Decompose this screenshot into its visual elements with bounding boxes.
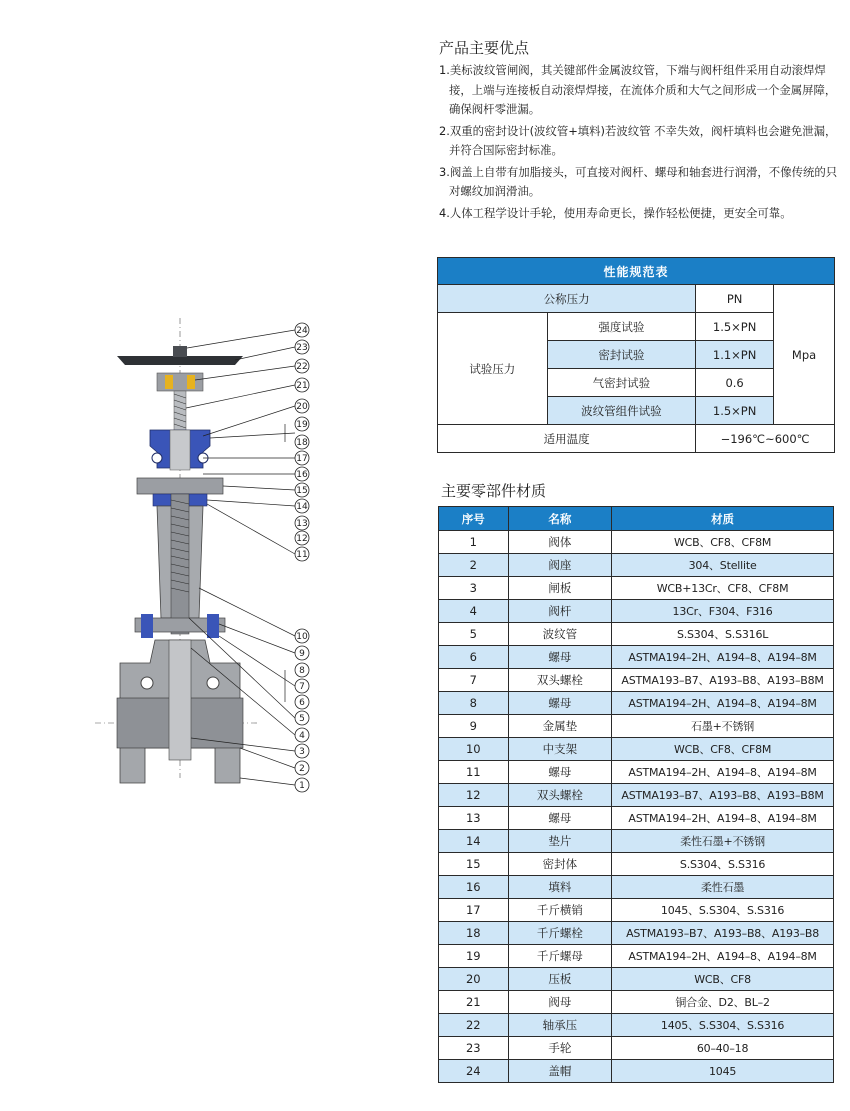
- table-row: [439, 945, 834, 968]
- bearing-left: [165, 375, 173, 389]
- callout-number: 16: [296, 470, 308, 481]
- row-number: 2: [439, 554, 509, 577]
- spec-table-title: 性能规范表: [438, 258, 835, 285]
- bellows: [171, 494, 189, 634]
- callout-number: 3: [299, 747, 305, 758]
- table-row: [439, 1060, 834, 1083]
- part-name: 螺母: [508, 692, 612, 715]
- table-row: [439, 600, 834, 623]
- part-name: 中支架: [508, 738, 612, 761]
- column-header-name: 名称: [508, 507, 612, 531]
- callout-number: 7: [299, 682, 305, 693]
- row-number: 11: [439, 761, 509, 784]
- part-name: 手轮: [508, 1037, 612, 1060]
- bearing-right: [187, 375, 195, 389]
- part-name: 螺母: [508, 646, 612, 669]
- table-row: [439, 1037, 834, 1060]
- part-name: 阀杆: [508, 600, 612, 623]
- advantages-title: 产品主要优点: [439, 39, 530, 57]
- materials-table: [438, 506, 834, 1083]
- pressure-unit: Mpa: [774, 285, 835, 425]
- column-header-material: 材质: [612, 507, 834, 531]
- part-name: 盖帽: [508, 1060, 612, 1083]
- row-number: 22: [439, 1014, 509, 1037]
- body-hole-left: [141, 677, 153, 689]
- table-row: [439, 784, 834, 807]
- table-row: [439, 1014, 834, 1037]
- part-name: 阀座: [508, 554, 612, 577]
- table-row: [439, 531, 834, 554]
- table-row: [439, 646, 834, 669]
- nominal-pressure-unit: PN: [696, 285, 774, 313]
- row-number: 14: [439, 830, 509, 853]
- gland-bolt-hole: [152, 453, 162, 463]
- part-name: 阀母: [508, 991, 612, 1014]
- callout-number: 10: [296, 632, 308, 643]
- callout-number: 2: [299, 764, 305, 775]
- row-number: 17: [439, 899, 509, 922]
- part-material: 柔性石墨: [612, 876, 834, 899]
- body-bolt-right: [207, 614, 219, 638]
- table-row: [439, 830, 834, 853]
- part-material: ASTMA193–B7、A193–B8、A193–B8: [612, 922, 834, 945]
- callout-number: 4: [299, 731, 305, 742]
- part-name: 填料: [508, 876, 612, 899]
- callout-number: 11: [296, 550, 308, 561]
- part-material: 柔性石墨+不锈钢: [612, 830, 834, 853]
- row-number: 7: [439, 669, 509, 692]
- temperature-label: 适用温度: [438, 425, 696, 453]
- part-name: 垫片: [508, 830, 612, 853]
- advantages-list: [439, 61, 839, 225]
- row-number: 3: [439, 577, 509, 600]
- row-number: 13: [439, 807, 509, 830]
- part-material: WCB、CF8、CF8M: [612, 738, 834, 761]
- callout-number: 1: [299, 781, 305, 792]
- test-value: 1.1×PN: [696, 341, 774, 369]
- advantage-item: 4.人体工程学设计手轮，使用寿命更长，操作轻松便捷，更安全可靠。: [439, 205, 792, 220]
- row-number: 23: [439, 1037, 509, 1060]
- packing-gland: [170, 430, 190, 470]
- part-name: 千斤螺栓: [508, 922, 612, 945]
- part-material: 1045: [612, 1060, 834, 1083]
- table-row: [439, 807, 834, 830]
- part-name: 千斤横销: [508, 899, 612, 922]
- table-row: [439, 761, 834, 784]
- part-material: WCB、CF8: [612, 968, 834, 991]
- table-row: [439, 991, 834, 1014]
- part-material: ASTMA194–2H、A194–8、A194–8M: [612, 945, 834, 968]
- part-material: ASTMA193–B7、A193–B8、A193–B8M: [612, 784, 834, 807]
- callout-number: 6: [299, 698, 305, 709]
- body-hole-right: [207, 677, 219, 689]
- test-name: 密封试验: [547, 341, 696, 369]
- table-row: [439, 554, 834, 577]
- table-row: [439, 715, 834, 738]
- nominal-pressure-label: 公称压力: [438, 285, 696, 313]
- callout-number: 13: [296, 519, 308, 530]
- table-row: [439, 669, 834, 692]
- test-name: 强度试验: [547, 313, 696, 341]
- row-number: 10: [439, 738, 509, 761]
- body-bolt-left: [141, 614, 153, 638]
- part-material: ASTMA193–B7、A193–B8、A193–B8M: [612, 669, 834, 692]
- callout-number: 15: [296, 486, 308, 497]
- test-name: 波纹管组件试验: [547, 397, 696, 425]
- part-name: 波纹管: [508, 623, 612, 646]
- test-value: 1.5×PN: [696, 397, 774, 425]
- row-number: 20: [439, 968, 509, 991]
- part-material: S.S304、S.S316: [612, 853, 834, 876]
- gate-wedge: [169, 640, 191, 760]
- spec-table: [437, 257, 835, 453]
- materials-title: 主要零部件材质: [441, 482, 547, 500]
- test-value: 0.6: [696, 369, 774, 397]
- part-name: 轴承压: [508, 1014, 612, 1037]
- table-row: [439, 577, 834, 600]
- test-name: 气密封试验: [547, 369, 696, 397]
- part-material: 304、Stellite: [612, 554, 834, 577]
- row-number: 6: [439, 646, 509, 669]
- part-name: 密封体: [508, 853, 612, 876]
- bellows-gate-valve-diagram: [95, 318, 325, 798]
- callout-number: 5: [299, 714, 305, 725]
- test-pressure-label: 试验压力: [438, 313, 548, 425]
- callout-number: 22: [296, 362, 308, 373]
- callout-number: 19: [296, 420, 308, 431]
- table-row: [439, 968, 834, 991]
- table-row: [439, 738, 834, 761]
- callout-number: 18: [296, 438, 308, 449]
- table-row: [439, 876, 834, 899]
- cap-nut: [173, 346, 187, 357]
- row-number: 19: [439, 945, 509, 968]
- part-material: 铜合金、D2、BL–2: [612, 991, 834, 1014]
- part-material: WCB、CF8、CF8M: [612, 531, 834, 554]
- row-number: 5: [439, 623, 509, 646]
- temperature-value: −196℃~600℃: [696, 425, 835, 453]
- part-material: ASTMA194–2H、A194–8、A194–8M: [612, 646, 834, 669]
- table-row: [439, 692, 834, 715]
- callout-group: [295, 323, 309, 792]
- part-material: ASTMA194–2H、A194–8、A194–8M: [612, 692, 834, 715]
- row-number: 9: [439, 715, 509, 738]
- callout-number: 20: [296, 402, 308, 413]
- callout-number: 21: [296, 381, 308, 392]
- row-number: 21: [439, 991, 509, 1014]
- part-name: 双头螺栓: [508, 784, 612, 807]
- part-material: WCB+13Cr、CF8、CF8M: [612, 577, 834, 600]
- callout-number: 24: [296, 326, 308, 337]
- part-name: 压板: [508, 968, 612, 991]
- row-number: 18: [439, 922, 509, 945]
- row-number: 15: [439, 853, 509, 876]
- bonnet-upper-flange: [137, 478, 223, 494]
- callout-number: 9: [299, 649, 305, 660]
- part-name: 闸板: [508, 577, 612, 600]
- handwheel: [117, 356, 243, 365]
- column-header-number: 序号: [439, 507, 509, 531]
- part-material: 1045、S.S304、S.S316: [612, 899, 834, 922]
- callout-number: 12: [296, 534, 308, 545]
- row-number: 16: [439, 876, 509, 899]
- callout-number: 23: [296, 343, 308, 354]
- row-number: 24: [439, 1060, 509, 1083]
- yoke-nut-housing: [157, 373, 203, 391]
- part-material: 1405、S.S304、S.S316: [612, 1014, 834, 1037]
- table-row: [439, 623, 834, 646]
- part-material: 60–40–18: [612, 1037, 834, 1060]
- row-number: 1: [439, 531, 509, 554]
- test-value: 1.5×PN: [696, 313, 774, 341]
- row-number: 4: [439, 600, 509, 623]
- part-name: 螺母: [508, 761, 612, 784]
- part-material: S.S304、S.S316L: [612, 623, 834, 646]
- callout-number: 17: [296, 454, 308, 465]
- row-number: 8: [439, 692, 509, 715]
- part-name: 千斤螺母: [508, 945, 612, 968]
- table-row: [439, 922, 834, 945]
- callout-number: 14: [296, 502, 308, 513]
- table-row: [439, 853, 834, 876]
- part-material: 石墨+不锈钢: [612, 715, 834, 738]
- table-row: [439, 899, 834, 922]
- callout-number: 8: [299, 666, 305, 677]
- part-name: 阀体: [508, 531, 612, 554]
- part-name: 螺母: [508, 807, 612, 830]
- advantage-item: 2.双重的密封设计(波纹管+填料)若波纹管 不幸失效，阀杆填料也会避免泄漏，并符合国际密封标准。: [439, 123, 837, 157]
- part-material: ASTMA194–2H、A194–8、A194–8M: [612, 807, 834, 830]
- row-number: 12: [439, 784, 509, 807]
- part-name: 双头螺栓: [508, 669, 612, 692]
- advantage-item: 3.阀盖上自带有加脂接头，可直接对阀杆、螺母和轴套进行润滑，不像传统的只对螺纹加润滑油。: [439, 164, 838, 198]
- part-material: 13Cr、F304、F316: [612, 600, 834, 623]
- advantage-item: 1.美标波纹管闸阀，其关键部件金属波纹管，下端与阀杆组件采用自动滚焊焊接，上端与连接板自动滚焊焊接，在流体介质和大气之间形成一个金属屏障，确保阀杆零泄漏。: [439, 63, 837, 116]
- part-material: ASTMA194–2H、A194–8、A194–8M: [612, 761, 834, 784]
- part-name: 金属垫: [508, 715, 612, 738]
